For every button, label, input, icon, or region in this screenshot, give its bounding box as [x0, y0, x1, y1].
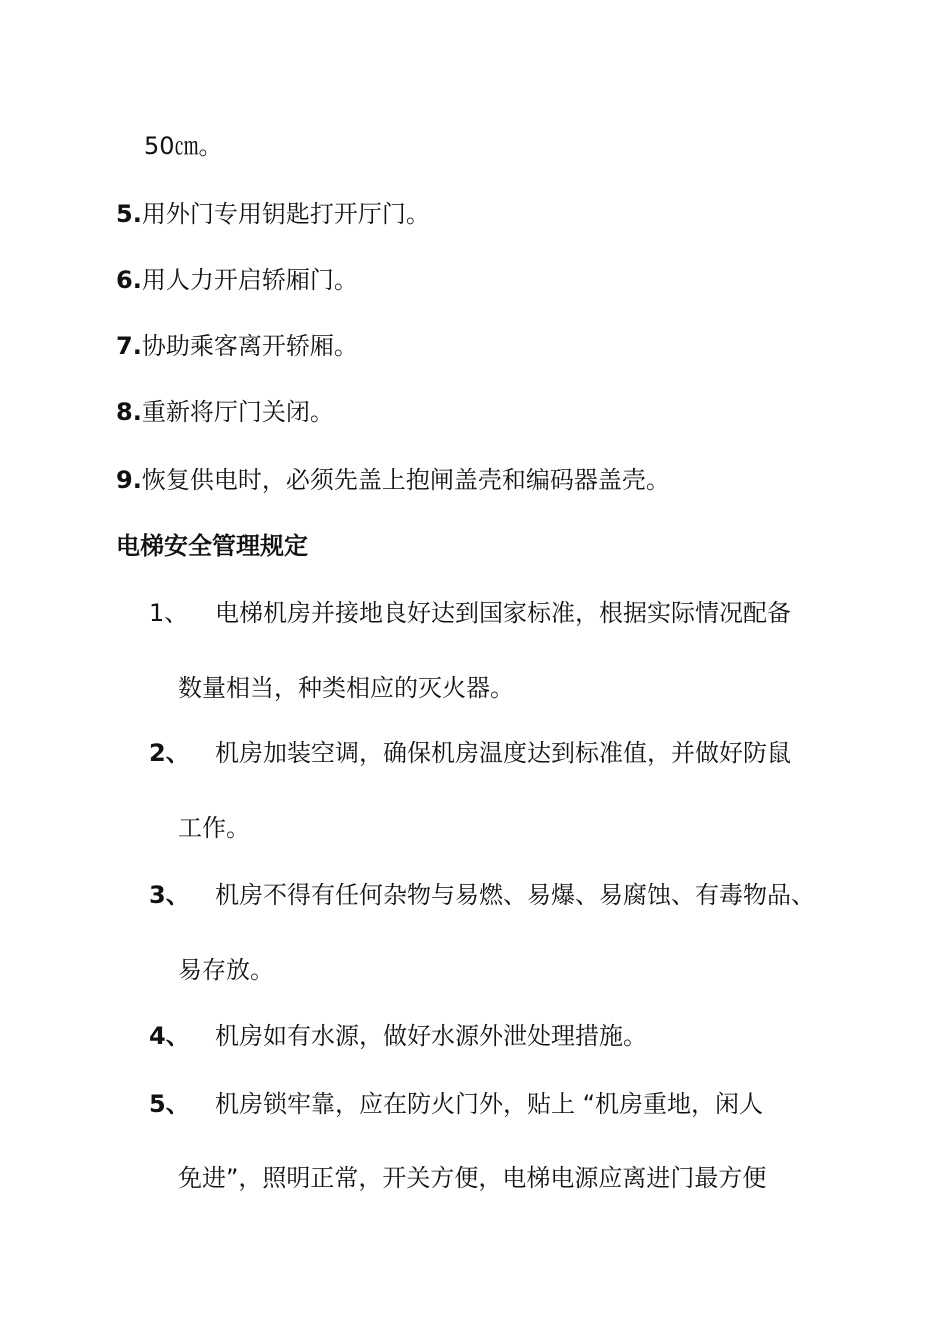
rule-text-line2: 数量相当，种类相应的灭火器。: [178, 674, 514, 702]
rule-text-line1: 电梯机房并接地良好达到国家标准，根据实际情况配备: [215, 599, 791, 627]
rule-item: [149, 737, 791, 769]
step-number: 5.: [116, 200, 142, 228]
rule-number: 2、: [149, 739, 190, 767]
rule-text-line2: 免进”，照明正常，开关方便，电梯电源应离进门最方便: [178, 1164, 767, 1192]
step-item: [116, 396, 334, 428]
step-item: [116, 264, 358, 296]
rule-number: 5、: [149, 1090, 190, 1118]
section-title: 电梯安全管理规定: [116, 532, 308, 560]
rule-text-line2: 易存放。: [178, 956, 274, 984]
step-item: [116, 330, 358, 362]
rule-item: [149, 597, 791, 629]
rule-number: 3、: [149, 881, 190, 909]
step-text: 用人力开启轿厢门。: [141, 266, 358, 294]
step-item: [116, 198, 430, 230]
continuation-text: 50㎝。: [144, 132, 223, 160]
rule-text-line1: 机房不得有任何杂物与易燃、易爆、易腐蚀、有毒物品、: [215, 881, 815, 909]
rule-text-line2: 工作。: [178, 814, 250, 842]
rule-text-line1: 机房锁牢靠，应在防火门外，贴上 “机房重地，闲人: [215, 1090, 764, 1118]
rule-item: [149, 879, 815, 911]
step-number: 9.: [116, 466, 142, 494]
rule-number: 4、: [149, 1022, 190, 1050]
rule-text-line1: 机房如有水源，做好水源外泄处理措施。: [215, 1022, 647, 1050]
step-number: 8.: [116, 398, 142, 426]
step-text: 协助乘客离开轿厢。: [141, 332, 358, 360]
step-text: 恢复供电时，必须先盖上抱闸盖壳和编码器盖壳。: [141, 466, 670, 494]
rule-text-line1: 机房加装空调，确保机房温度达到标准值，并做好防鼠: [215, 739, 791, 767]
rule-item: [149, 1020, 647, 1052]
step-text: 重新将厅门关闭。: [141, 398, 334, 426]
step-text: 用外门专用钥匙打开厅门。: [141, 200, 430, 228]
step-item: [116, 464, 670, 496]
step-number: 6.: [116, 266, 142, 294]
rule-number: 1、: [149, 599, 189, 627]
step-number: 7.: [116, 332, 142, 360]
rule-item: [149, 1088, 763, 1120]
